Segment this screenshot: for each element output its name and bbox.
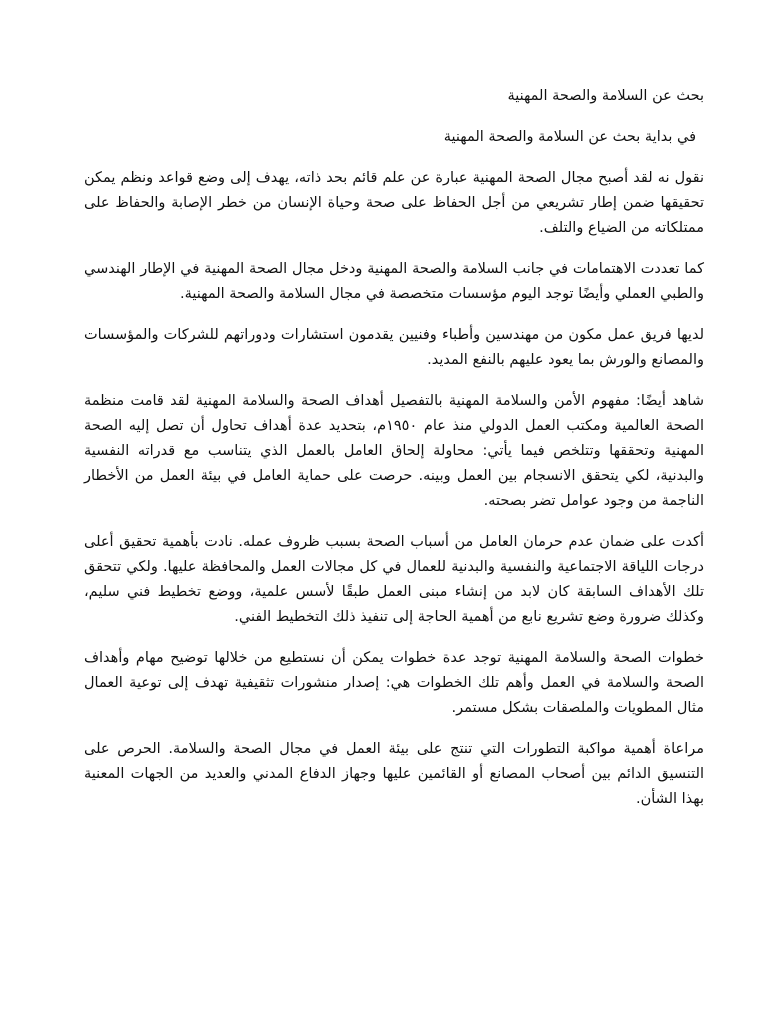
document-subtitle: في بداية بحث عن السلامة والصحة المهنية — [443, 129, 696, 145]
document-body — [84, 84, 704, 828]
paragraph-interests: كما تعددت الاهتمامات في جانب السلامة والصحة المهنية ودخل مجال الصحة المهنية في الإطار الهندسي والطبي العملي وأيضًا توجد اليوم مؤسسات متخصصة في مجال السلامة والصحة المهنية. — [84, 261, 704, 302]
paragraph-health-assurance: أكدت على ضمان عدم حرمان العامل من أسباب الصحة بسبب ظروف عمله. نادت بأهمية تحقيق أعلى درجات اللياقة الاجتماعية والنفسية والبدنية للعمال في كل مجالات العمل والمحافظة عليها. ولكي تتحقق تلك الأهداف السابقة كان لابد من إنشاء مبنى العمل طبقًا لأسس علمية، ووضع تخطيط فني سليم، وكذلك ضرورة وضع تشريع نابع من أهمية الحاجة إلى تنفيذ ذلك التخطيط الفني. — [84, 534, 704, 625]
paragraph-objectives: شاهد أيضًا: مفهوم الأمن والسلامة المهنية بالتفصيل أهداف الصحة والسلامة المهنية لقد قامت منظمة الصحة العالمية ومكتب العمل الدولي منذ عام ١٩٥٠م، بتحديد عدة أهداف تحاول أن تصل إليه الصحة المهنية وتحققها وتتلخص فيما يأتي: محاولة إلحاق العامل بالعمل الذي يتناسب مع قدراته النفسية والبدنية، لكي يتحقق الانسجام بين العمل وبينه. حرصت على حماية العامل في بيئة العمل من الأخطار الناجمة من وجود عوامل تضر بصحته. — [84, 393, 704, 509]
paragraph-definition: نقول نه لقد أصبح مجال الصحة المهنية عبارة عن علم قائم بحد ذاته، يهدف إلى وضع قواعد ونظم يمكن تحقيقها ضمن إطار تشريعي من أجل الحفاظ على صحة وحياة الإنسان من خطر الإصابة والحفاظ على ممتلكاته من الضياع والتلف. — [84, 170, 704, 236]
paragraph-team: لديها فريق عمل مكون من مهندسين وأطباء وفنيين يقدمون استشارات ودوراتهم للشركات والمؤسسات والمصانع والورش بما يعود عليهم بالنفع المديد. — [84, 327, 704, 368]
paragraph-steps: خطوات الصحة والسلامة المهنية توجد عدة خطوات يمكن أن نستطيع من خلالها توضيح مهام وأهداف الصحة والسلامة في العمل وأهم تلك الخطوات هي: إصدار منشورات تثقيفية تهدف إلى توعية العمال مثال المطويات والملصقات بشكل مستمر. — [84, 650, 704, 716]
paragraph-monitoring: مراعاة أهمية مواكبة التطورات التي تنتج على بيئة العمل في مجال الصحة والسلامة. الحرص على التنسيق الدائم بين أصحاب المصانع أو القائمين عليها وجهاز الدفاع المدني والعديد من الجهات المعنية بهذا الشأن. — [84, 741, 704, 807]
document-title: بحث عن السلامة والصحة المهنية — [507, 88, 704, 104]
